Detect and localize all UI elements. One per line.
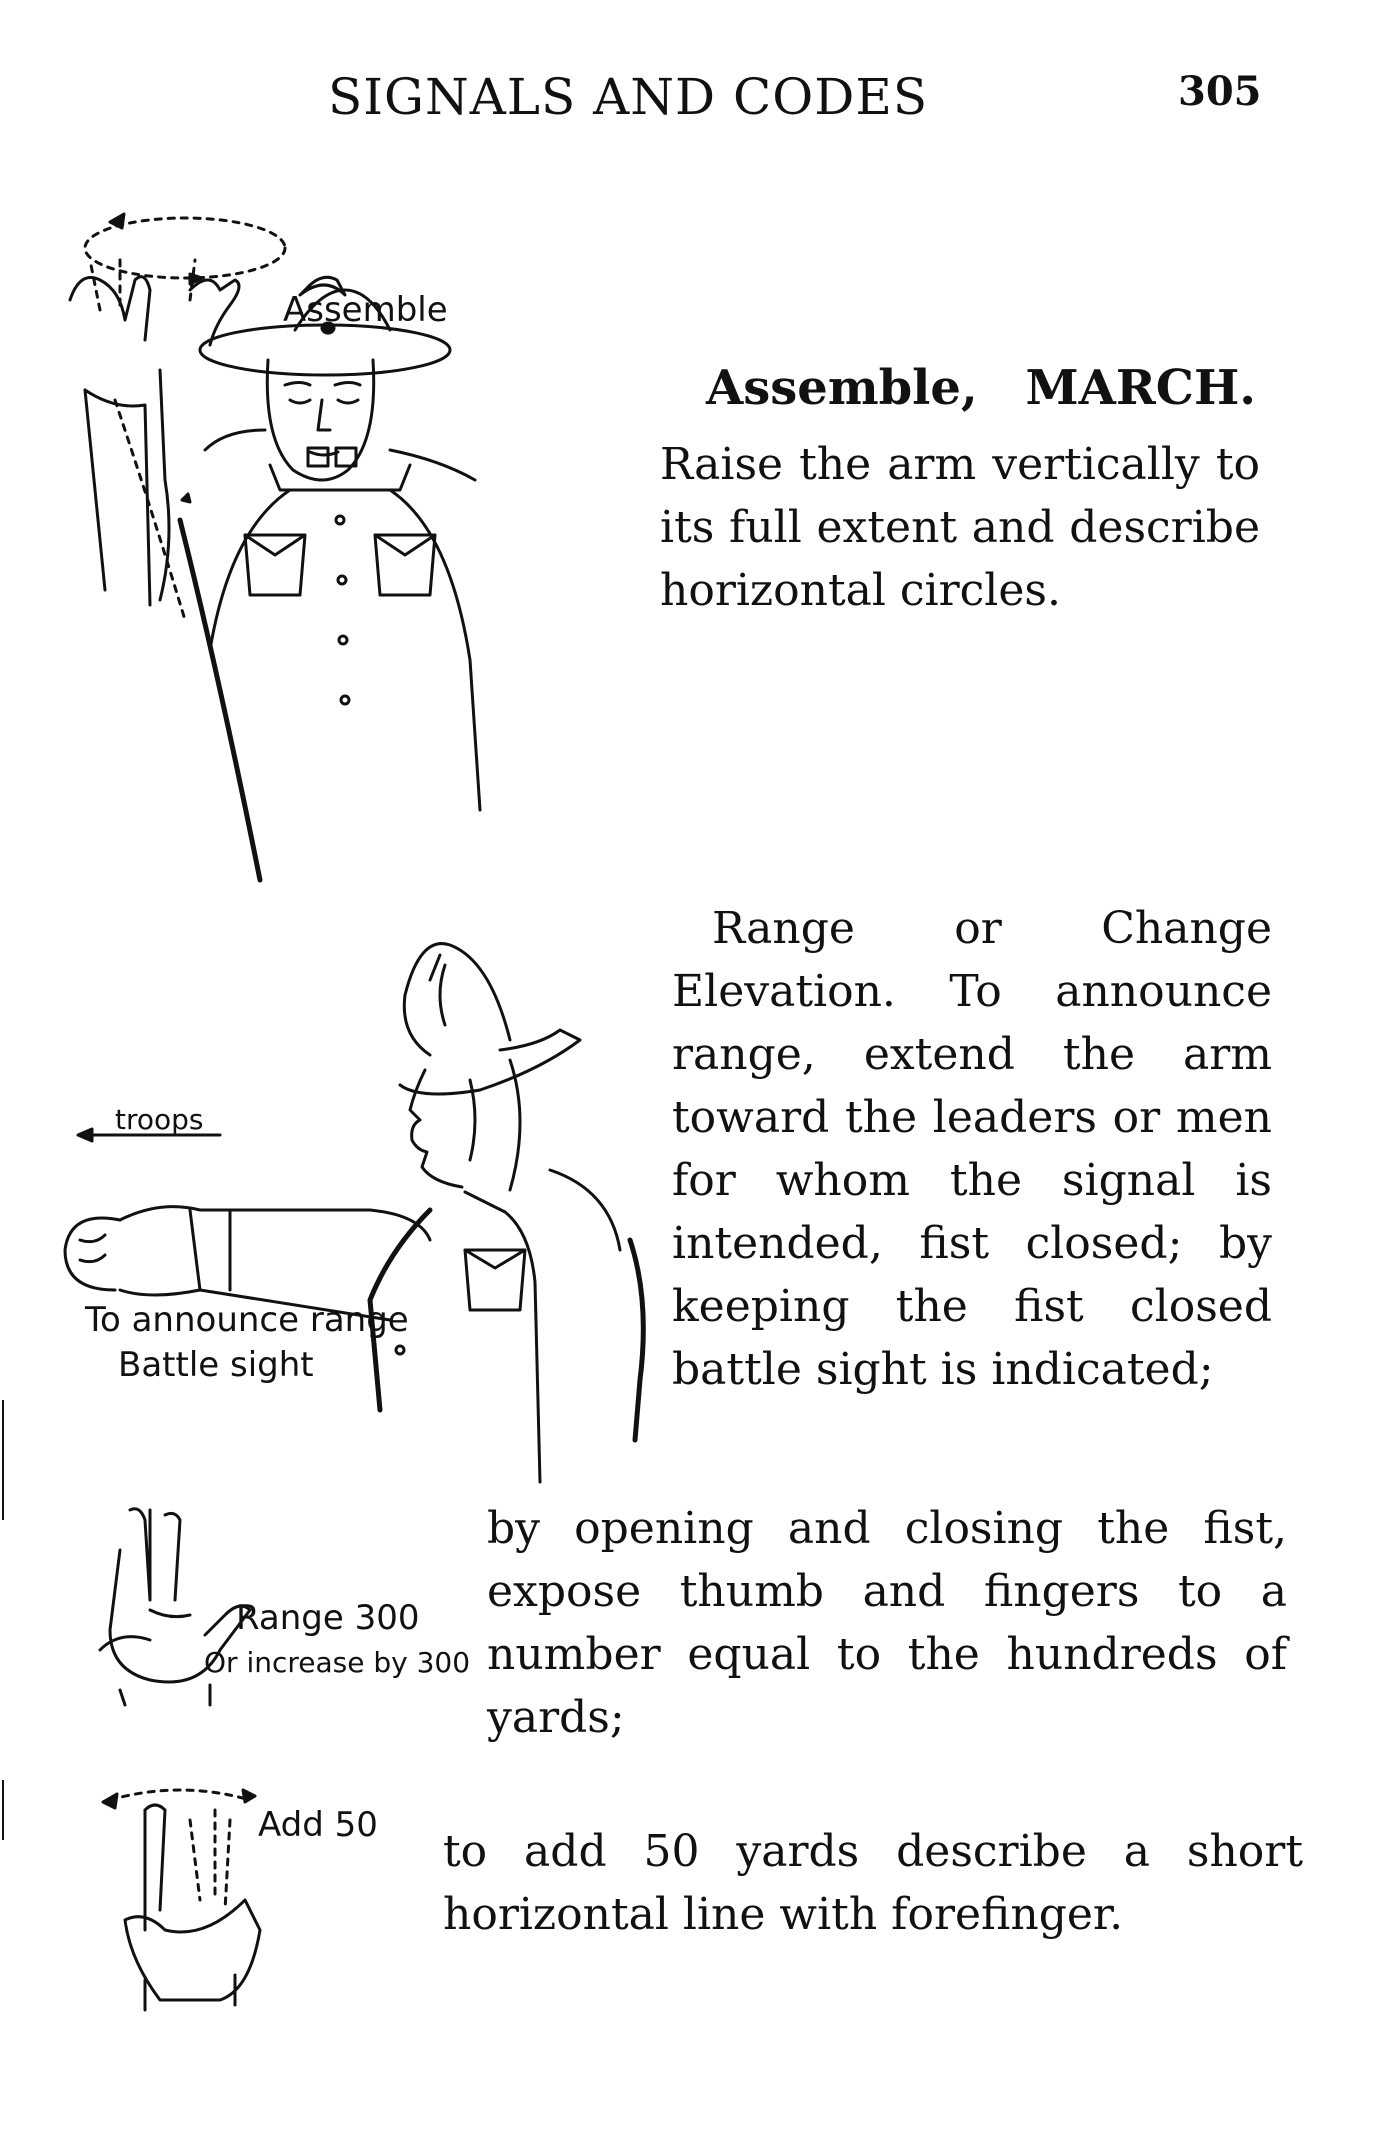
page-number: 305 [1178,68,1262,115]
range-300-text: by opening and closing the fist, expose thumb and fingers to a number equal to the hundreds of yards; [487,1503,1287,1743]
add-50-caption: Add 50 [258,1805,378,1845]
assemble-text: Raise the arm vertically to its full extent and describe horizontal circles. [660,439,1260,616]
assemble-title-right: MARCH. [1025,360,1256,416]
range-text: Range or Change Elevation. To announce range, extend the arm toward the leaders or men for whom the signal is intended, fist closed; by keeping the fist closed battle sight is indicated; [672,903,1272,1395]
running-head: SIGNALS AND CODES [328,68,929,126]
page-edge-mark [2,1780,4,1840]
add-50-text: to add 50 yards describe a short horizontal line with forefinger. [443,1826,1303,1940]
page-edge-mark [2,1400,4,1520]
add-50-illustration [95,1780,275,2010]
range-caption-line2: Battle sight [118,1345,314,1385]
range-caption-line1: To announce range [85,1300,409,1340]
range-300-caption-line1: Range 300 [236,1598,420,1638]
assemble-caption: Assemble [283,290,448,330]
range-300-caption-line2: Or increase by 300 [204,1646,471,1679]
assemble-title [706,360,1256,416]
assemble-title-left: Assemble, [706,360,978,416]
troops-label: troops [115,1103,204,1136]
